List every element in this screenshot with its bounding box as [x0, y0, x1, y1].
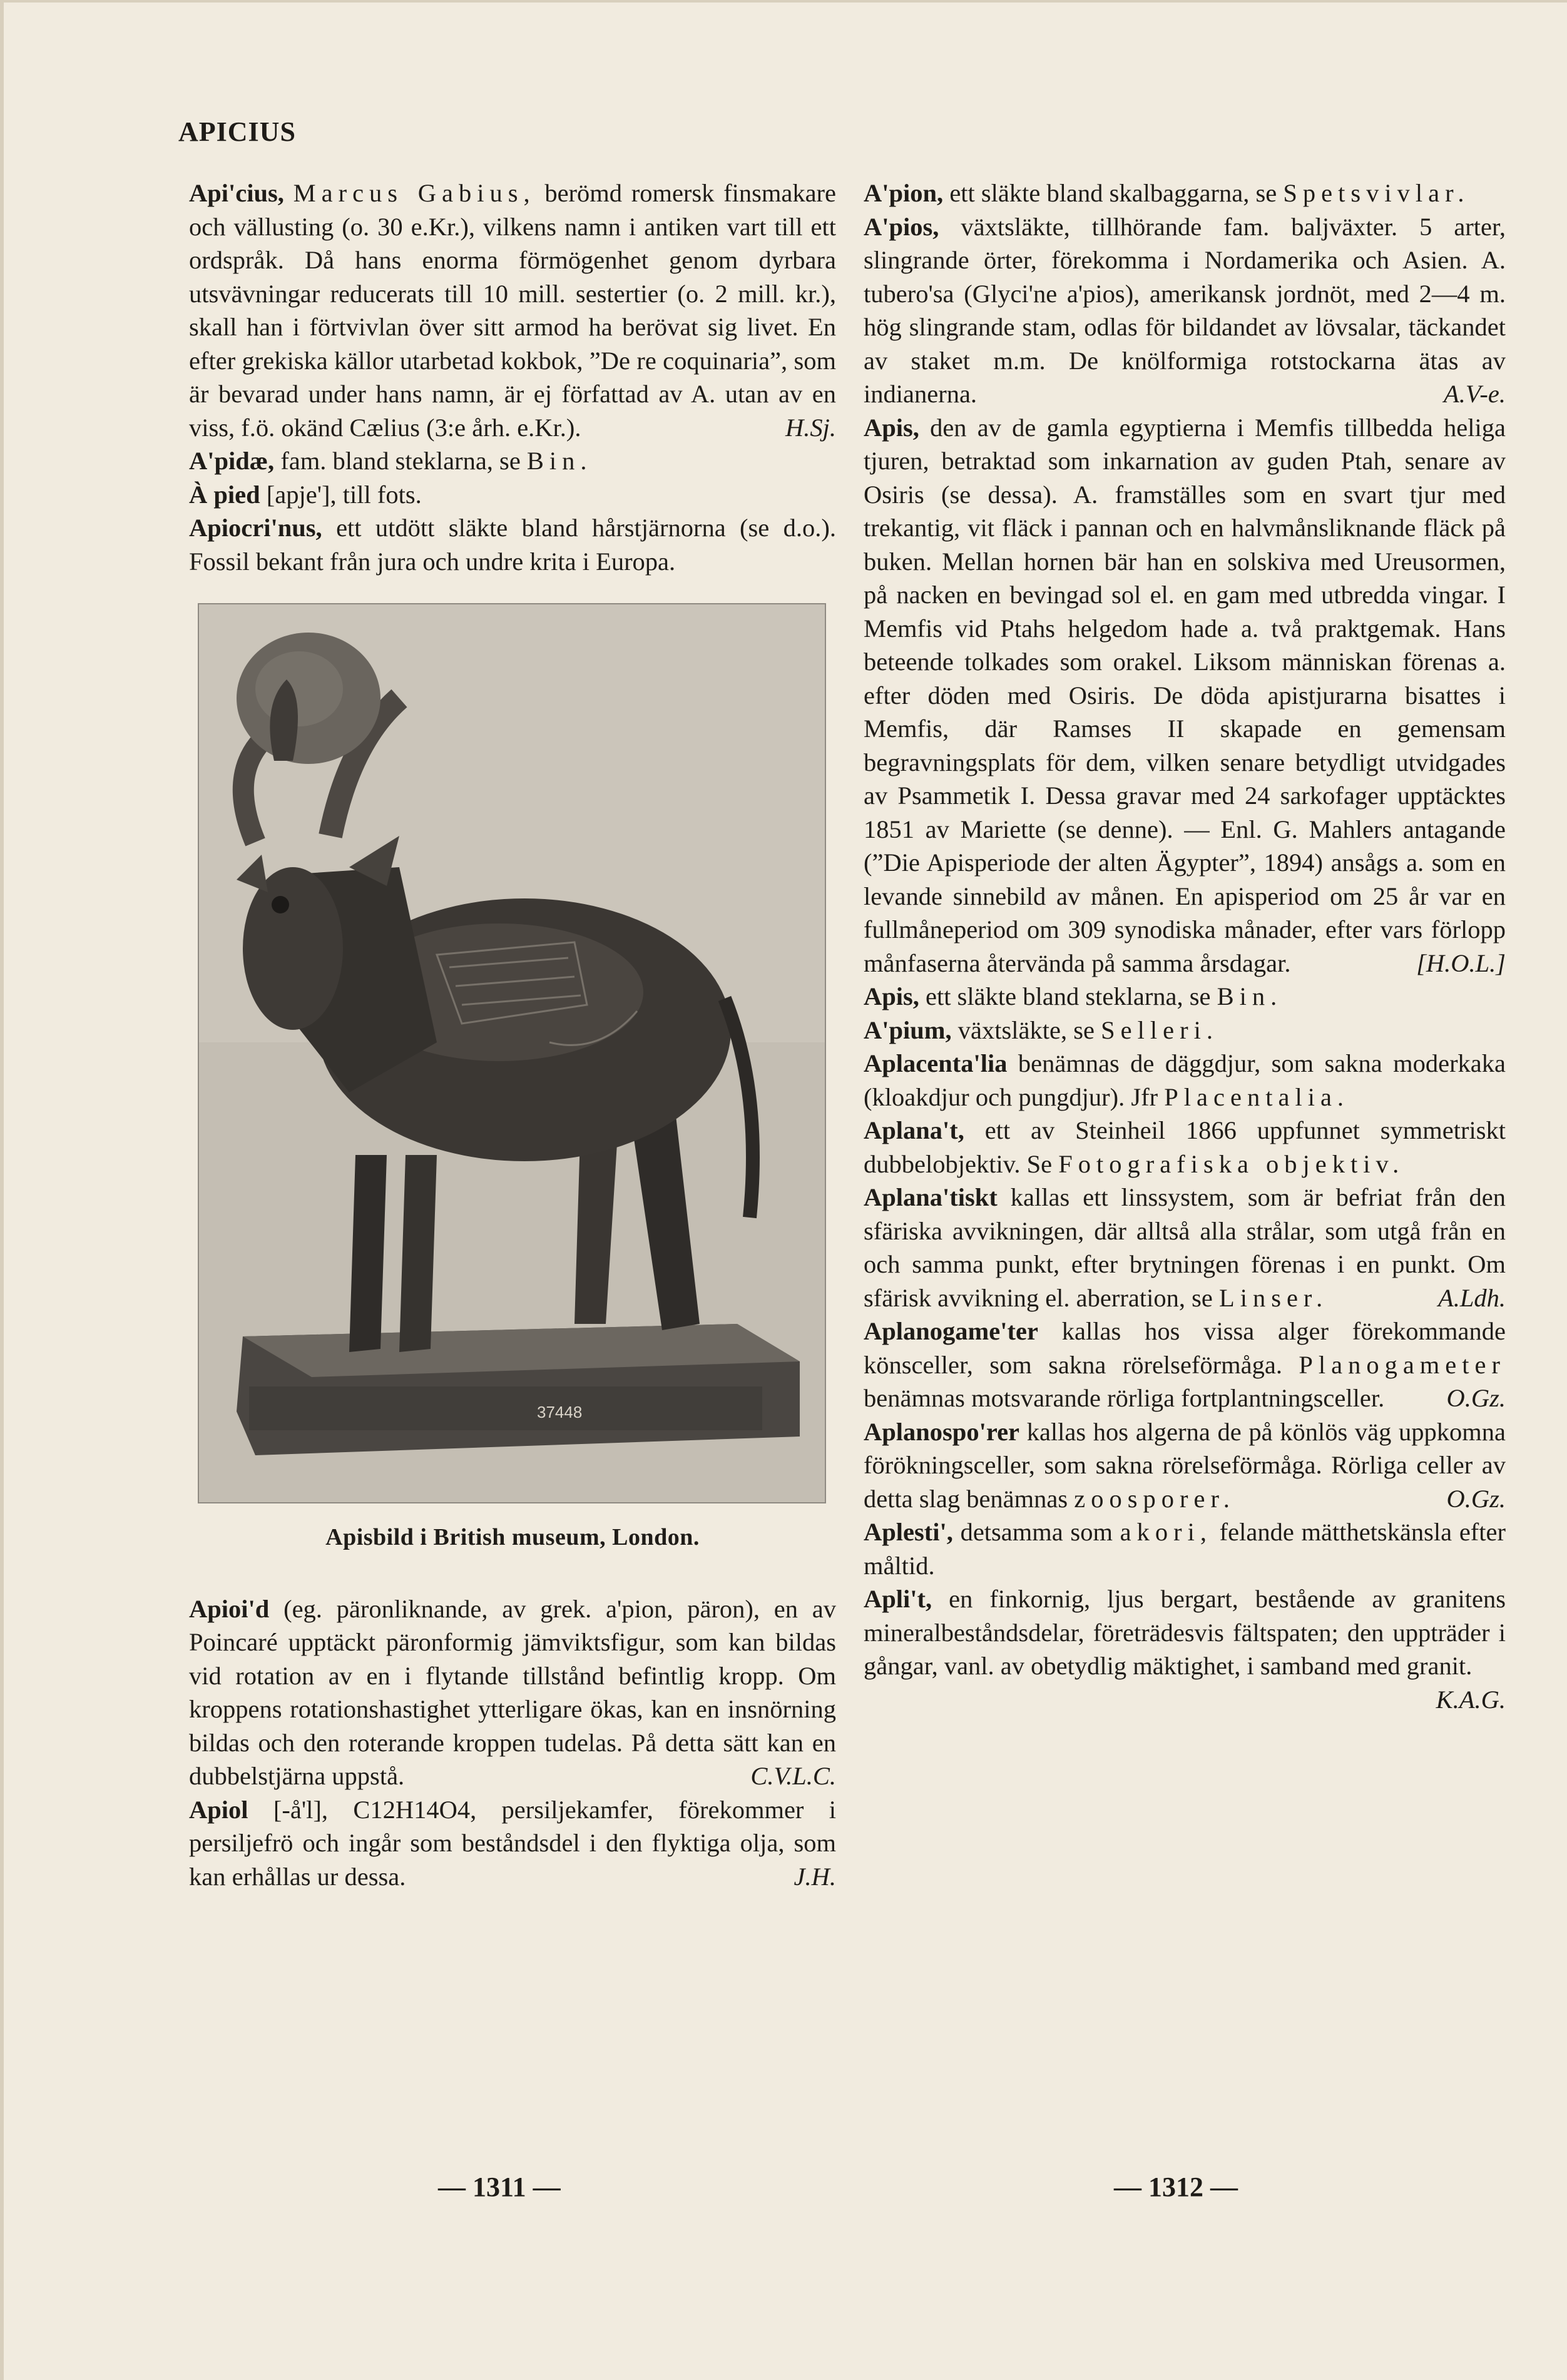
- entry-text: den av de gamla egyptierna i Memfis tillbedda heliga tjuren, betraktad som inkarnation av guden Ptah, senare av Osiris (se dessa). A. framställes som en svart tjur med trekantig, vit fläck i pannan och en halvmånsliknande fläck på buken. Mellan hornen bär han en solskiva med Ureusormen, på nacken en bevingad sol el. en gam med utbredda vingar. I Memfis vid Ptahs helgedom hade a. två praktgemak. Hans beteende tolkades som orakel. Liksom människan förenas a. efter döden med Osiris. De döda apistjurarna bisattes i Memfis, där Ramses II skapade en gemensam begravningsplats för dem, vilken senare betydligt utvidgades av Psammetik I. Dessa gravar med 24 sarkofager upptäcktes 1851 av Mariette (se denne). — Enl. G. Mahlers antagande (”Die Apisperiode der alten Ägypter”, 1894) ansågs a. som en levande sinnebild av månen. En apisperiod om 25 år var en fullmåneperiod om 309 synodiska månader, efter vars förlopp månfaserna återvända på samma årsdagar.: [864, 413, 1506, 977]
- page-number-right: — 1312 —: [1114, 2172, 1238, 2202]
- entry-text: växtsläkte, se: [957, 1015, 1095, 1044]
- entry-headword: Apiol: [189, 1795, 248, 1824]
- entry-aplesti: [864, 1515, 1506, 1582]
- entry-headword: Aplana't,: [864, 1116, 964, 1144]
- cross-reference: Placentalia.: [1164, 1082, 1350, 1111]
- entry-headword: A'pidæ,: [189, 447, 275, 475]
- entry-text: kallas ett linssystem, som är befriat från den sfäriska avvikningen, där alltså alla strålar, som utgå från en och samma punkt, efter brytningen förenas i en punkt. Om sfärisk avvikning el. aberration, se: [864, 1183, 1506, 1312]
- page-edge-top: [0, 0, 1567, 3]
- entry-text: (eg. päronliknande, av grek. a'pion, päron), en av Poincaré upptäckt päronformig jämviktsfigur, som kan bildas vid rotation av en i flytande tillstånd befintlig kropp. Om kroppens rotationshastighet ytterligare ökas, kan en insnörning bildas och den roterande kroppen tudelas. På detta sätt kan en dubbelstjärna uppstå.: [189, 1594, 837, 1790]
- entry-apis-bull: [864, 411, 1506, 980]
- cross-reference: Linser.: [1218, 1283, 1329, 1312]
- entry-headword: Aplanogame'ter: [864, 1317, 1038, 1345]
- entry-apios: [864, 210, 1506, 411]
- author-signature: O.Gz.: [1446, 1384, 1506, 1412]
- entry-headword: Aplana'tiskt: [864, 1183, 998, 1211]
- entry-text: detsamma som: [960, 1518, 1113, 1546]
- entry-aplacentalia: [864, 1047, 1506, 1114]
- author-signature: J.H.: [794, 1862, 836, 1891]
- entry-text: ett utdött släkte bland hårstjärnorna (se d.o.). Fossil bekant från jura och undre krita i Europa.: [189, 514, 837, 576]
- entry-headword: Aplanospo'rer: [864, 1417, 1020, 1446]
- cross-reference: Spetsvivlar.: [1283, 179, 1470, 207]
- running-head: APICIUS: [178, 116, 296, 147]
- entry-text: kallas hos algerna de på könlös väg uppkomna förökningsceller, som sakna rörelseförmåga. Rörliga celler av detta slag benämnas: [864, 1417, 1506, 1513]
- author-signature: H.Sj.: [785, 413, 836, 442]
- entry-apium: [864, 1014, 1506, 1047]
- author-signature: A.Ldh.: [1437, 1283, 1506, 1312]
- entry-headword: A'pion,: [864, 179, 944, 207]
- entry-aplit: [864, 1582, 1506, 1714]
- entry-text: ett släkte bland steklarna, se: [926, 982, 1211, 1010]
- right-column: [864, 176, 1506, 1716]
- cross-reference: Bin.: [526, 447, 593, 475]
- entry-text: [-å'l], C12H14O4, persiljekamfer, förekommer i persiljefrö och ingår som beståndsdel i den flyktiga olja, som kan erhållas ur dessa.: [189, 1795, 837, 1891]
- entry-a-pied: [189, 478, 836, 512]
- page-edge-left: [0, 0, 4, 2380]
- entry-apioid: [189, 1592, 836, 1793]
- entry-headword: Aplacenta'lia: [864, 1049, 1008, 1077]
- entry-text: kallas hos vissa alger förekommande könsceller, som sakna rörelseförmåga.: [864, 1317, 1506, 1379]
- entry-text: fam. bland steklarna, se: [280, 447, 521, 475]
- entry-aplanatiskt: [864, 1181, 1506, 1315]
- entry-aplanat: [864, 1114, 1506, 1181]
- entry-headword: Apioi'd: [189, 1594, 270, 1623]
- page-number-left: — 1311 —: [438, 2172, 561, 2202]
- author-signature: A.V-e.: [1444, 380, 1506, 408]
- cross-reference: Fotografiska objektiv.: [1058, 1149, 1405, 1178]
- cross-reference: Bin.: [1217, 982, 1283, 1010]
- entry-apiol: [189, 1793, 836, 1894]
- apis-bull-photograph: [198, 603, 826, 1503]
- entry-apis-bee: [864, 980, 1506, 1014]
- entry-text-continued: benämnas motsvarande rörliga fortplantningsceller.: [864, 1384, 1385, 1412]
- entry-headword: A'pium,: [864, 1015, 952, 1044]
- entry-headword: Aplesti',: [864, 1518, 953, 1546]
- plinth-number: 37448: [537, 1403, 583, 1421]
- spaced-name: Marcus Gabius,: [293, 179, 536, 207]
- entry-text: en finkornig, ljus bergart, bestående av granitens mineralbeståndsdelar, företrädesvis fältspaten; den uppträder i gångar, vanl. av obetydlig mäktighet, i samband med granit.: [864, 1585, 1506, 1680]
- entry-headword: Apis,: [864, 982, 919, 1010]
- figure-caption: Apisbild i British museum, London.: [325, 1524, 700, 1550]
- entry-headword: Apiocri'nus,: [189, 514, 322, 542]
- author-signature: K.A.G.: [1436, 1685, 1506, 1714]
- entry-text: berömd romersk finsmakare och vällusting (o. 30 e.Kr.), vilkens namn i antiken vart till ett ordspråk. Då hans enorma förmögenhet genom dyrbara utsvävningar reducerats till 10 mill. sestertier (o. 2 mill. kr.), skall han i förtvivlan över sitt armod ha berövat sig livet. En efter grekiska källor utarbetad kokbok, ”De re coquinaria”, som är bevarad under hans namn, är ej författad av A. utan av en viss, f.ö. okänd Cælius (3:e årh. e.Kr.).: [189, 179, 837, 442]
- author-signature: C.V.L.C.: [750, 1762, 836, 1790]
- cross-reference: Selleri.: [1101, 1015, 1218, 1044]
- entry-headword: Apli't,: [864, 1585, 932, 1613]
- author-signature: [H.O.L.]: [1416, 948, 1506, 977]
- apis-bull-statue-illustration: [199, 604, 825, 1502]
- entry-apidae: [189, 444, 836, 478]
- entry-headword: Apis,: [864, 413, 919, 442]
- entry-text: benämnas de däggdjur, som sakna moderkaka (kloakdjur och pungdjur). Jfr: [864, 1049, 1506, 1111]
- entry-text: [apje'], till fots.: [266, 480, 422, 509]
- entry-headword: À pied: [189, 480, 260, 509]
- entry-aplanosporer: [864, 1415, 1506, 1516]
- entry-apiocrinus: [189, 511, 836, 578]
- entry-apicius: [189, 176, 836, 444]
- entry-text: ett av Steinheil 1866 uppfunnet symmetriskt dubbelobjektiv. Se: [864, 1116, 1506, 1178]
- entry-text: växtsläkte, tillhörande fam. baljväxter. 5 arter, slingrande örter, förekomma i Nordamerika och Asien. A. tubero'sa (Glyci'ne a'pios), amerikansk jordnöt, med 2—4 m. hög slingrande stam, odlas för bildandet av lövsalar, täckandet av staket m.m. De knölformiga rotstockarna ätas av indianerna.: [864, 212, 1506, 408]
- entry-text-continued: felande mätthetskänsla efter måltid.: [864, 1518, 1506, 1580]
- entry-aplanogameter: [864, 1315, 1506, 1415]
- entry-text: ett släkte bland skalbaggarna, se: [949, 179, 1277, 207]
- left-column: [189, 176, 836, 1893]
- entry-apion: [864, 176, 1506, 210]
- spaced-term: Planogameter: [1299, 1350, 1506, 1379]
- spaced-term: zoosporer.: [1074, 1484, 1235, 1513]
- author-signature: O.Gz.: [1446, 1484, 1506, 1513]
- cross-reference: akori,: [1120, 1518, 1212, 1546]
- entry-headword: Api'cius,: [189, 179, 284, 207]
- entry-headword: A'pios,: [864, 212, 939, 241]
